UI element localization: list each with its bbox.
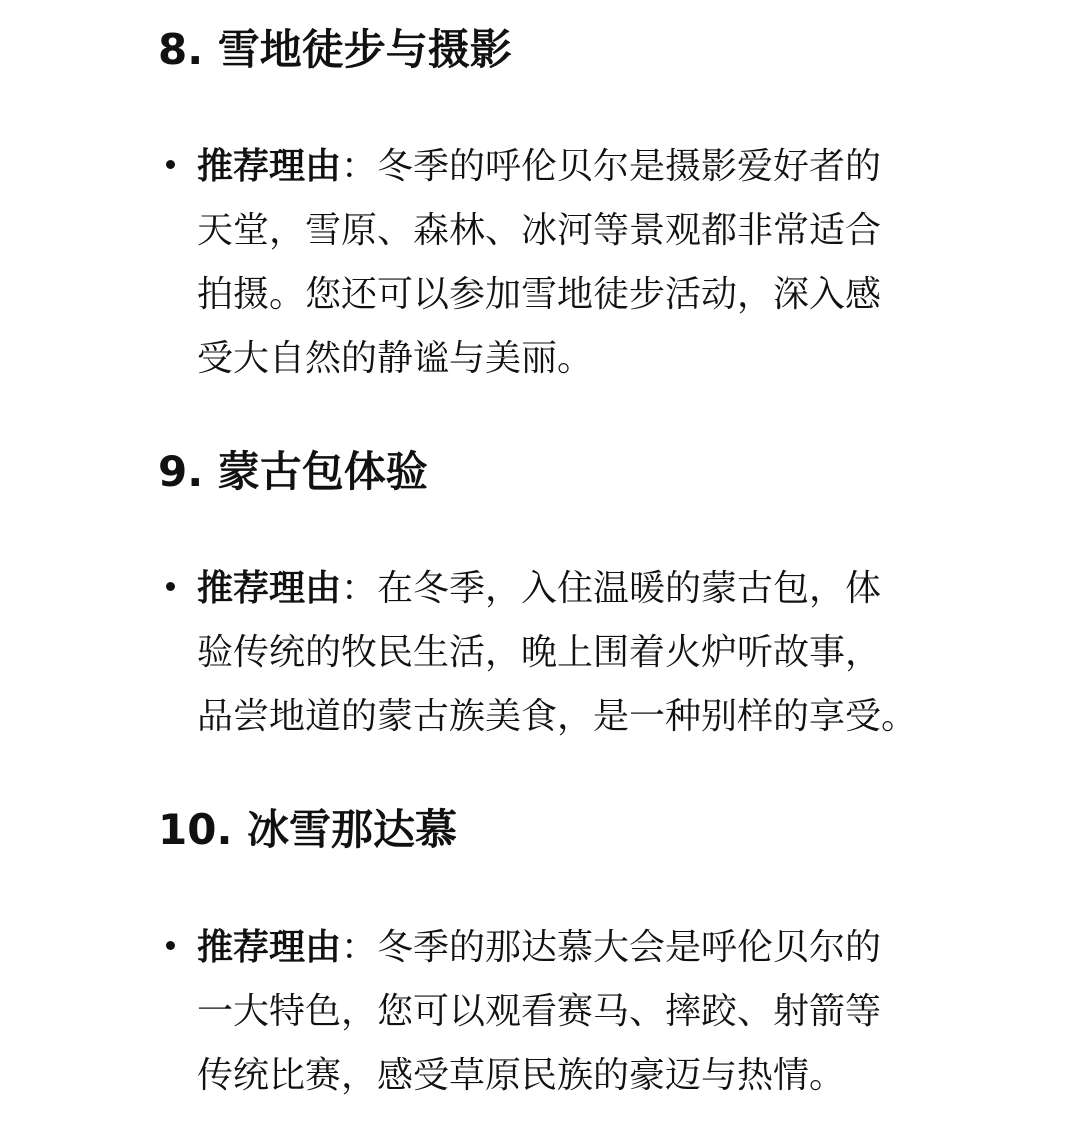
section-10-line-1: [197, 917, 881, 979]
section-8-line-2: 天堂，雪原、森林、冰河等景观都非常适合: [197, 210, 882, 251]
section-9-line-2: 验传统的牧民生活，晚上围着火炉听故事，: [197, 632, 882, 673]
section-heading-8: 8. 雪地徒步与摄影: [158, 25, 512, 74]
bullet-dot-icon: [166, 582, 175, 591]
section-9-line-1: [197, 558, 881, 620]
recommend-label: 推荐理由: [197, 568, 342, 609]
bullet-dot-icon: [166, 941, 175, 950]
section-8-line-3: 拍摄。您还可以参加雪地徒步活动，深入感: [197, 274, 882, 315]
paragraph-text: ：在冬季，入住温暖的蒙古包，体: [341, 568, 882, 609]
recommend-label: 推荐理由: [197, 146, 342, 187]
section-8-line-4: 受大自然的静谧与美丽。: [197, 338, 594, 379]
bullet-dot-icon: [166, 160, 175, 169]
section-8-line-1: [197, 136, 881, 198]
section-10-line-3: 传统比赛，感受草原民族的豪迈与热情。: [197, 1055, 846, 1096]
section-heading-9: 9. 蒙古包体验: [158, 447, 428, 496]
section-9-line-3: 品尝地道的蒙古族美食，是一种别样的享受。: [197, 696, 918, 737]
section-heading-10: 10. 冰雪那达慕: [158, 805, 458, 854]
section-10-line-2: 一大特色，您可以观看赛马、摔跤、射箭等: [197, 991, 882, 1032]
paragraph-text: ：冬季的那达慕大会是呼伦贝尔的: [341, 927, 882, 968]
paragraph-text: ：冬季的呼伦贝尔是摄影爱好者的: [341, 146, 882, 187]
recommend-label: 推荐理由: [197, 927, 342, 968]
